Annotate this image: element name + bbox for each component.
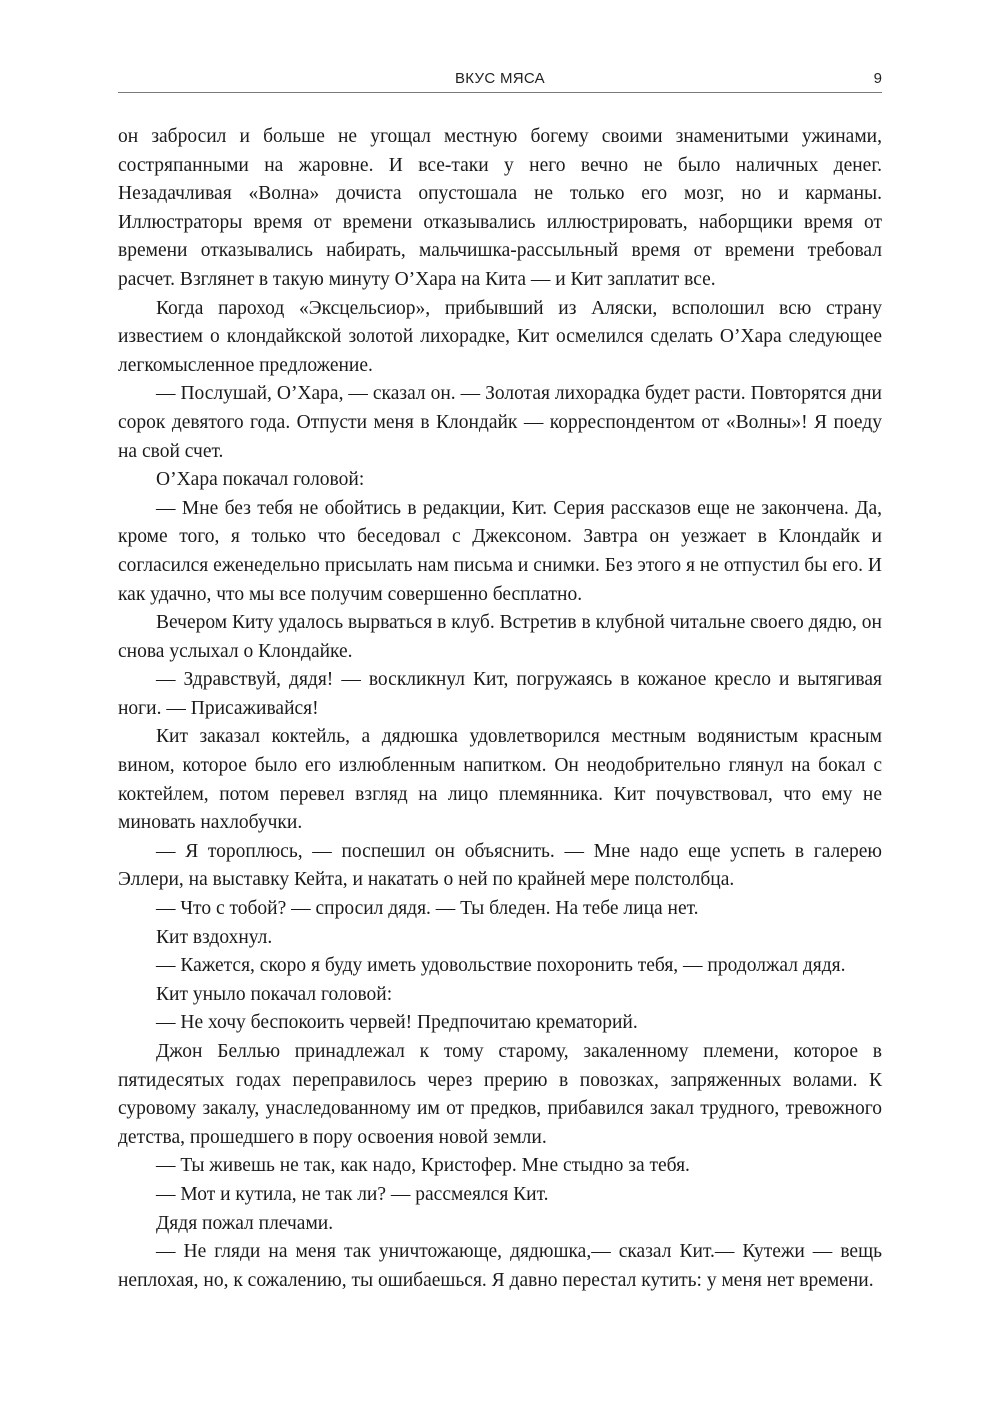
paragraph: — Не хочу беспокоить червей! Предпочитаю крематорий. bbox=[156, 1012, 638, 1034]
paragraph: — Ты живешь не так, как надо, Кристофер. Мне стыдно за тебя. bbox=[156, 1155, 690, 1177]
paragraph: — Мне без тебя не обойтись в редакции, Кит. Серия рассказов еще не закончена. Да, кроме того, я только что беседовал с Джексоном. Завтра он уезжает в Клондайк и согласился еженедельно присылать нам письма и снимки. Без этого я не отпустил бы его. И как удачно, что мы все получим совершенно бесплатно. bbox=[118, 497, 882, 605]
paragraph: Кит вздохнул. bbox=[156, 926, 273, 948]
paragraph: — Что с тобой? — спросил дядя. — Ты бледен. На тебе лица нет. bbox=[156, 898, 699, 920]
body-text bbox=[118, 123, 882, 1295]
paragraph: — Кажется, скоро я буду иметь удовольствие похоронить тебя, — продолжал дядя. bbox=[156, 955, 846, 977]
paragraph: — Не гляди на меня так уничтожающе, дядюшка,— сказал Кит.— Кутежи — вещь неплохая, но, к сожалению, ты ошибаешься. Я давно перестал кутить: у меня нет времени. bbox=[118, 1241, 882, 1291]
paragraph: Дядя пожал плечами. bbox=[156, 1212, 334, 1234]
paragraph: Кит заказал коктейль, а дядюшка удовлетворился местным водянистым красным вином, которое было его излюбленным напитком. Он неодобрительно глянул на бокал с коктейлем, потом перевел взгляд на лицо племянника. Кит почувствовал, что ему не миновать нахлобучки. bbox=[118, 726, 882, 834]
paragraph: Джон Беллью принадлежал к тому старому, закаленному племени, которое в пятидесятых годах переправилось через прерию в повозках, запряженных волами. К суровому закалу, унаследованному им от предков, прибавился закал трудного, тревожного детства, прошедшего в пору освоения новой земли. bbox=[118, 1041, 882, 1148]
paragraph: Когда пароход «Эксцельсиор», прибывший из Аляски, всполошил всю страну известием о клондайкской золотой лихорадке, Кит осмелился сделать О’Хара следующее легкомысленное предложение. bbox=[118, 297, 882, 376]
paragraph: — Мот и кутила, не так ли? — рассмеялся Кит. bbox=[156, 1183, 549, 1205]
paragraph: — Здравствуй, дядя! — воскликнул Кит, погружаясь в кожаное кресло и вытягивая ноги. — Присаживайся! bbox=[118, 669, 882, 719]
running-header bbox=[118, 66, 882, 93]
paragraph-continuation: он забросил и больше не угощал местную богему своими знаменитыми ужинами, состряпанными на жаровне. И все-таки у него вечно не было наличных денег. Незадачливая «Волна» дочиста опустошала не только его мозг, но и карманы. Иллюстраторы время от времени отказывались иллюстрировать, наборщики время от времени отказывались набирать, мальчишка-рассыльный время от времени требовал расчет. Взглянет в такую минуту О’Хара на Кита — и Кит заплатит все. bbox=[118, 126, 882, 290]
paragraph: — Послушай, О’Хара, — сказал он. — Золотая лихорадка будет расти. Повторятся дни сорок девятого года. Отпусти меня в Клондайк — корреспондентом от «Волны»! Я поеду на свой счет. bbox=[118, 383, 882, 462]
paragraph: Вечером Киту удалось вырваться в клуб. Встретив в клубной читальне своего дядю, он снова услыхал о Клондайке. bbox=[118, 612, 882, 662]
page-number: 9 bbox=[873, 70, 882, 87]
running-title: ВКУС МЯСА bbox=[455, 70, 545, 87]
paragraph: — Я тороплюсь, — поспешил он объяснить. — Мне надо еще успеть в галерею Эллери, на выставку Кейта, и накатать о ней по крайней мере полстолбца. bbox=[118, 840, 882, 891]
paragraph: О’Хара покачал головой: bbox=[156, 469, 365, 491]
paragraph: Кит уныло покачал головой: bbox=[156, 983, 393, 1005]
